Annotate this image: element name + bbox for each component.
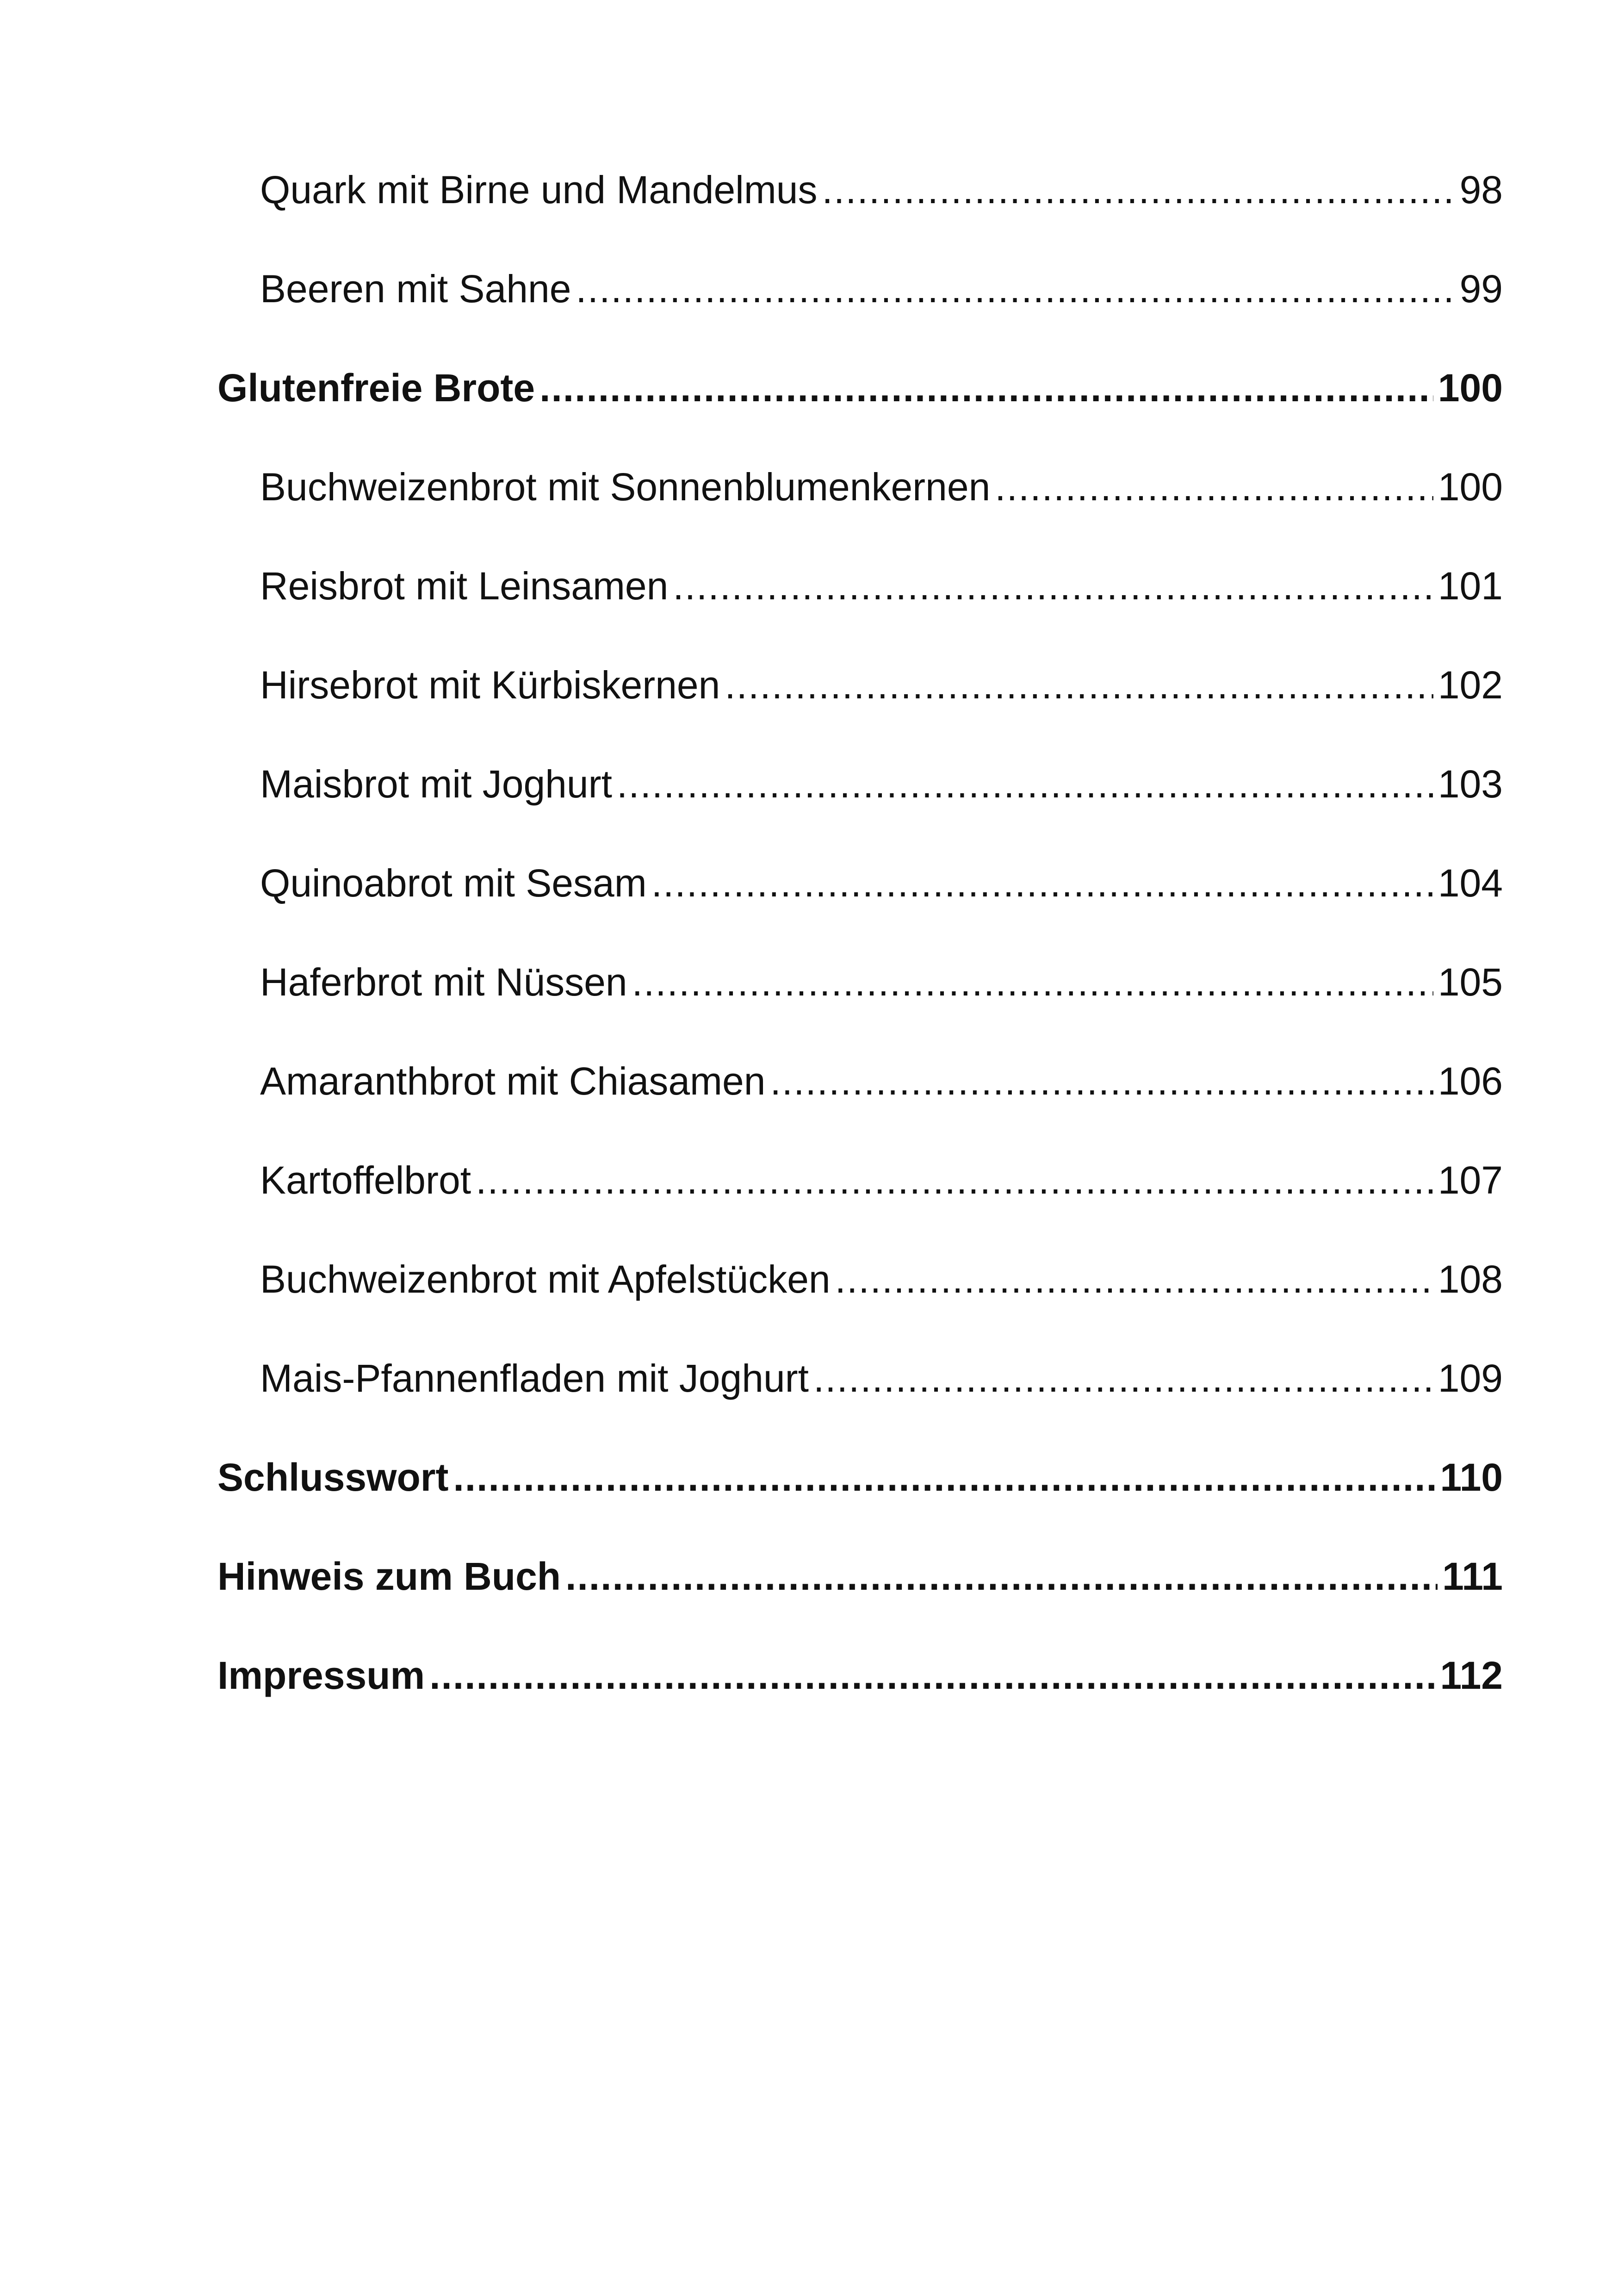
toc-entry-title: Kartoffelbrot — [260, 1158, 471, 1202]
toc-section-title: Schlusswort — [217, 1456, 449, 1499]
toc-entry-title: Amaranthbrot mit Chiasamen — [260, 1059, 766, 1103]
toc-entry-title: Buchweizenbrot mit Sonnenblumenkernen — [260, 465, 991, 509]
toc-entry-beeren-mit-sahne[interactable] — [260, 263, 1503, 314]
toc-entry-mais-pfannenfladen[interactable] — [260, 1353, 1503, 1404]
toc-entry-title: Haferbrot mit Nüssen — [260, 960, 627, 1004]
toc-entry-page-number: 102 — [1438, 663, 1503, 707]
dot-leader — [995, 461, 1433, 512]
toc-entry-page-number: 101 — [1438, 564, 1503, 608]
toc-section-title: Glutenfreie Brote — [217, 366, 535, 410]
dot-leader — [539, 362, 1433, 413]
toc-entry-page-number: 98 — [1459, 168, 1503, 212]
toc-section-hinweis-zum-buch[interactable] — [217, 1551, 1503, 1602]
toc-entry-page-number: 104 — [1438, 861, 1503, 905]
dot-leader — [770, 1056, 1433, 1107]
toc-section-page-number: 112 — [1440, 1654, 1503, 1697]
dot-leader — [476, 1155, 1433, 1206]
toc-entry-quark-mit-birne[interactable] — [260, 164, 1503, 215]
toc-section-title: Hinweis zum Buch — [217, 1555, 561, 1598]
toc-entry-reisbrot-leinsamen[interactable] — [260, 560, 1503, 611]
toc-entry-buchweizenbrot-sonnenblumenkerne[interactable] — [260, 461, 1503, 512]
dot-leader — [453, 1452, 1435, 1503]
toc-section-page-number: 111 — [1442, 1555, 1503, 1598]
dot-leader — [565, 1551, 1438, 1602]
toc-entry-page-number: 106 — [1438, 1059, 1503, 1103]
toc-entry-page-number: 99 — [1459, 267, 1503, 311]
toc-entry-title: Mais-Pfannenfladen mit Joghurt — [260, 1356, 809, 1400]
dot-leader — [835, 1254, 1433, 1305]
toc-entry-page-number: 100 — [1438, 465, 1503, 509]
dot-leader — [576, 263, 1455, 314]
toc-entry-kartoffelbrot[interactable] — [260, 1155, 1503, 1206]
toc-section-title: Impressum — [217, 1654, 425, 1697]
toc-entry-title: Buchweizenbrot mit Apfelstücken — [260, 1257, 831, 1301]
dot-leader — [429, 1650, 1435, 1701]
toc-entry-page-number: 105 — [1438, 960, 1503, 1004]
toc-entry-buchweizenbrot-apfelstuecke[interactable] — [260, 1254, 1503, 1305]
toc-entry-page-number: 103 — [1438, 762, 1503, 806]
toc-entry-haferbrot-nuessen[interactable] — [260, 957, 1503, 1008]
toc-entry-title: Quark mit Birne und Mandelmus — [260, 168, 818, 212]
toc-section-impressum[interactable] — [217, 1650, 1503, 1701]
toc-entry-hirsebrot-kuerbiskerne[interactable] — [260, 660, 1503, 710]
toc-entry-page-number: 109 — [1438, 1356, 1503, 1400]
toc-entry-page-number: 108 — [1438, 1257, 1503, 1301]
dot-leader — [632, 957, 1433, 1008]
toc-section-schlusswort[interactable] — [217, 1452, 1503, 1503]
dot-leader — [673, 560, 1433, 611]
toc-entry-title: Beeren mit Sahne — [260, 267, 571, 311]
toc-section-page-number: 110 — [1440, 1456, 1503, 1499]
toc-entry-title: Quinoabrot mit Sesam — [260, 861, 647, 905]
dot-leader — [822, 164, 1455, 215]
dot-leader — [651, 858, 1433, 908]
dot-leader — [617, 759, 1433, 809]
toc-entry-maisbrot-joghurt[interactable] — [260, 759, 1503, 809]
toc-entry-page-number: 107 — [1438, 1158, 1503, 1202]
dot-leader — [813, 1353, 1433, 1404]
toc-entry-title: Maisbrot mit Joghurt — [260, 762, 612, 806]
toc-section-page-number: 100 — [1438, 366, 1503, 410]
toc-entry-title: Reisbrot mit Leinsamen — [260, 564, 669, 608]
toc-entry-quinoabrot-sesam[interactable] — [260, 858, 1503, 908]
dot-leader — [725, 660, 1433, 710]
toc-entry-title: Hirsebrot mit Kürbiskernen — [260, 663, 720, 707]
toc-entry-amaranthbrot-chiasamen[interactable] — [260, 1056, 1503, 1107]
toc-section-glutenfreie-brote[interactable] — [217, 362, 1503, 413]
